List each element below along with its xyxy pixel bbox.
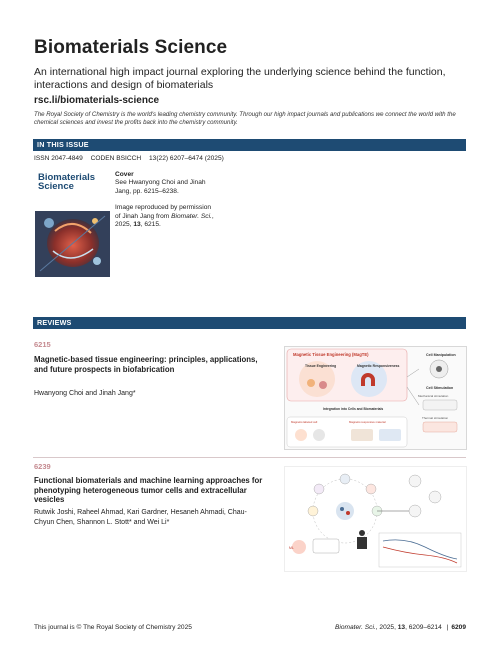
cover-permission-volume: 13 [133, 221, 141, 229]
cover-permission-journal: Biomater. Sci. [171, 212, 212, 220]
graphical-abstract-diagram [285, 347, 466, 449]
journal-subtitle: An international high impact journal exploring the underlying science behind the function, interactions and design of biomaterials [34, 66, 446, 91]
ga-title: Magnetic Tissue Engineering (MagTE) [293, 352, 369, 357]
article-page-number: 6239 [34, 462, 51, 471]
article-title[interactable]: Magnetic-based tissue engineering: principles, applications, and future prospects in biofabrication [34, 355, 258, 374]
ga-mechanical-stimulation: Mechanical stimulation [418, 394, 449, 398]
article-title[interactable]: Functional biomaterials and machine learning approaches for phenotyping heterogeneous tumor cells and extracellular vesicles [34, 476, 263, 504]
article-page-number: 6215 [34, 340, 51, 349]
journal-title: Biomaterials Science [34, 37, 228, 58]
ga-integration: Integration into Cells and Biomaterials [323, 407, 384, 411]
issn-line [34, 155, 230, 162]
reviews-bar: REVIEWS [33, 317, 466, 329]
graphical-abstract-tumor [284, 466, 467, 572]
ga-tissue-engineering: Tissue Engineering [305, 364, 337, 368]
svg-text:ML: ML [289, 546, 294, 550]
article-authors: Rutwik Joshi, Raheel Ahmad, Kari Gardner, Hesaneh Ahmadi, Chau-Chyun Chen, Shannon L. Stott* and Wei Li* [34, 509, 247, 526]
footer-pages: , 6209–6214 [405, 624, 442, 631]
coden: CODEN BSICCH [90, 155, 142, 162]
ga-thermal-stimulation: Thermal stimulation [422, 416, 449, 420]
issn: ISSN 2047-4849 [34, 155, 83, 162]
cover-image [35, 171, 110, 297]
cover-permission-text: Image reproduced by permission of Jinah Jang from [115, 204, 212, 220]
footer-page-number: 6209 [451, 624, 466, 631]
footer-citation: Biomater. Sci., 2025, 13, 6209–6214 | 6209 [334, 624, 466, 631]
article-divider [33, 457, 466, 458]
cover-permission-page: , 6215. [140, 221, 161, 229]
volume-info: 13(22) 6207–6474 (2025) [149, 155, 224, 162]
graphical-abstract-diagram [285, 467, 466, 571]
ga-magnetic-material: Magnetic-responsive material [349, 420, 386, 424]
graphical-abstract-magnetic [284, 346, 467, 450]
ga-cell-manipulation: Cell Manipulation [426, 353, 456, 357]
cover-permission-year: , 2025, [115, 212, 214, 229]
footer-volume: 13 [397, 624, 406, 631]
ga-cell-stimulation: Cell Stimulation [426, 386, 454, 390]
cover-reference[interactable]: See Hwanyong Choi and Jinah Jang, pp. 6215–6238. [115, 179, 206, 195]
rsc-blurb: The Royal Society of Chemistry is the world's leading chemistry community. Through our high impact journals and publications we connect the world with the chemical sciences and invest the profits back into the chemistry community. [34, 111, 456, 126]
cover-image-title: Biomaterials Science [38, 172, 96, 192]
ga-magnetic-responsiveness: Magnetic Responsiveness [357, 364, 400, 368]
journal-url[interactable]: rsc.li/biomaterials-science [34, 95, 160, 106]
cover-caption [115, 171, 215, 229]
article-authors: Hwanyong Choi and Jinah Jang* [34, 390, 136, 397]
footer-year: , 2025, [375, 624, 398, 631]
footer-copyright: This journal is © The Royal Society of Chemistry 2025 [34, 624, 192, 631]
footer-journal: Biomater. Sci. [334, 624, 376, 631]
in-this-issue-bar: IN THIS ISSUE [33, 139, 466, 151]
cover-permission [115, 204, 215, 229]
ga-magnetic-labeled: Magnetic-labeled cell [291, 420, 318, 424]
cover-heading: Cover [115, 171, 134, 178]
